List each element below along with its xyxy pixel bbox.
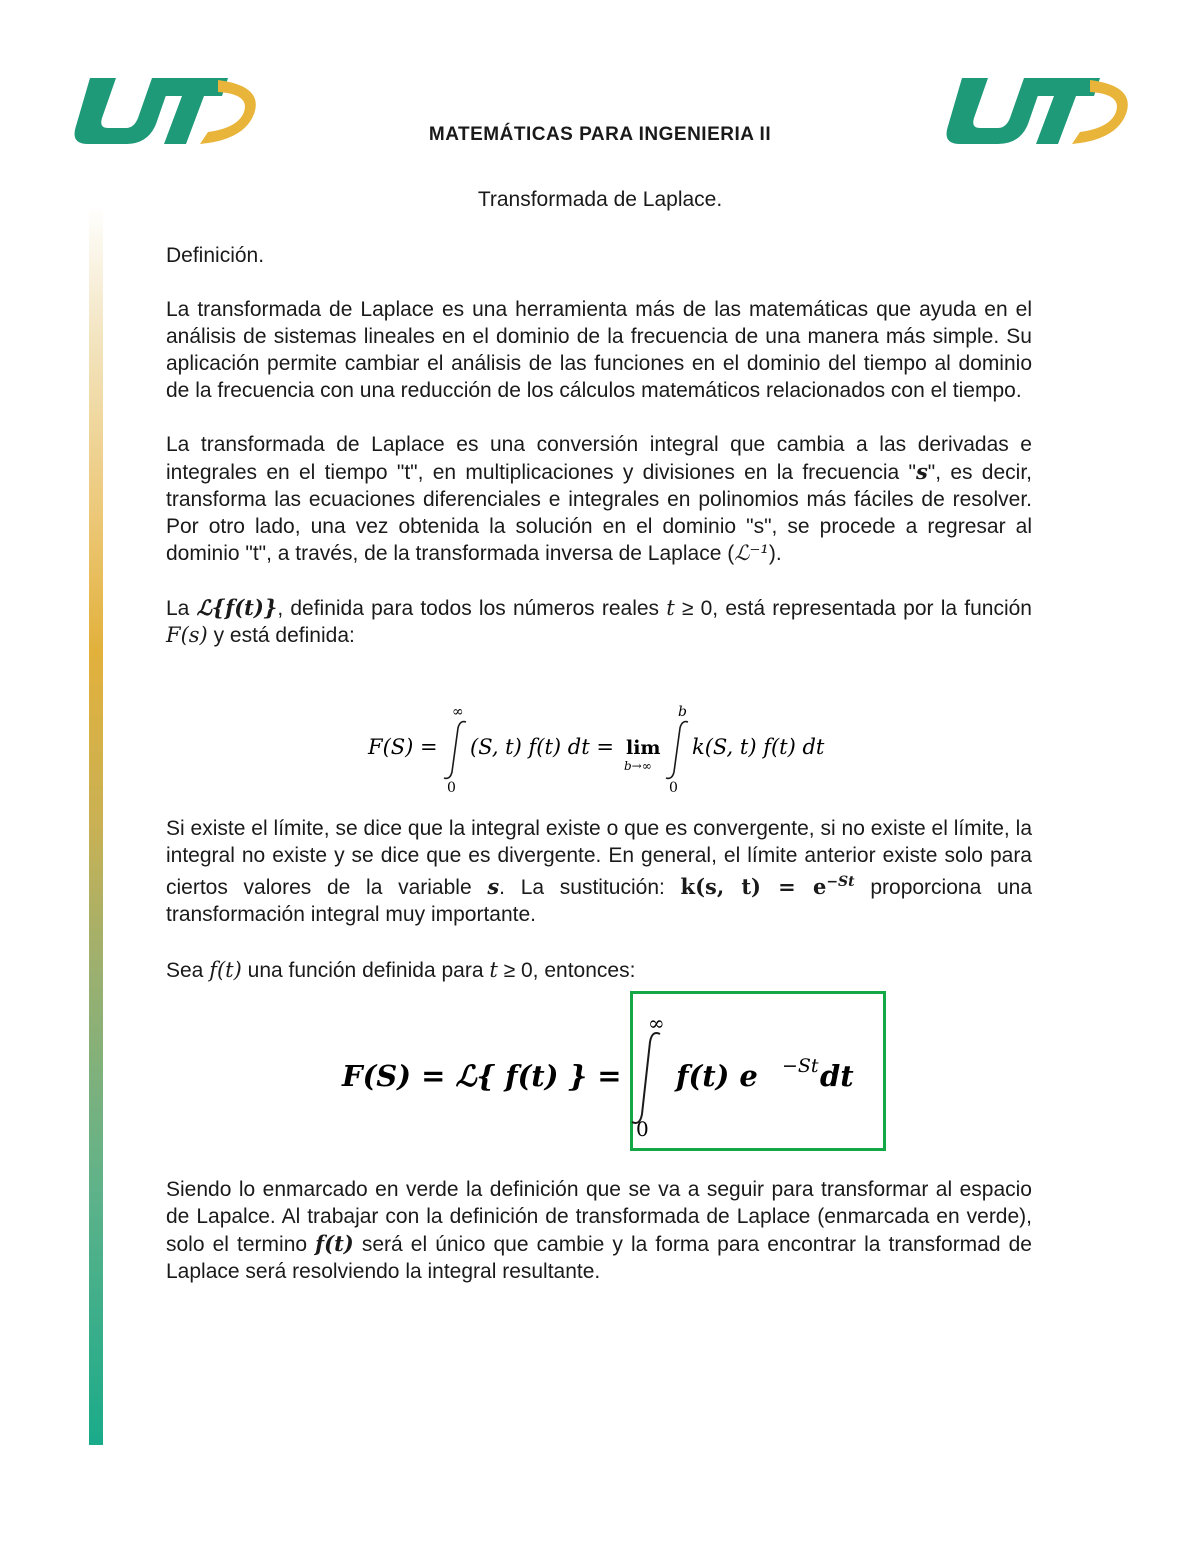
eq2-lower-limit: 0 [636, 1117, 649, 1141]
eq2-upper-limit: ∞ [648, 1011, 665, 1035]
eq1-lim-sub: b→∞ [624, 759, 652, 773]
paragraph-let-f: Sea f(t) una función definida para t ≥ 0, entonces: [166, 958, 636, 982]
course-title: MATEMÁTICAS PARA INGENIERIA II [428, 124, 772, 145]
math-f: f(t) [209, 958, 242, 982]
integral-sign-main [632, 1033, 660, 1123]
math-Fs: F(s) [166, 623, 208, 647]
equation-laplace-definition [0, 990, 1200, 1160]
math-t: t [666, 596, 675, 620]
math-s: s [487, 874, 500, 899]
paragraph-conversion: La transformada de Laplace es una conversión integral que cambia a las derivadas e integrales en el tiempo "t", en multiplicaciones y divisiones en la frecuencia "s", es decir, transforma las ecuaciones diferenciales e integrales en polinomios más fáciles de resolver. Por otro lado, una vez obtenida la solución en el dominio "s", se procede a regresar al dominio "t", a través, de la transformada inversa de Laplace (ℒ⁻¹). [166, 433, 1032, 565]
eq2-dt: dt [820, 1059, 854, 1093]
paragraph-intro: La transformada de Laplace es una herramienta más de las matemáticas que ayuda en el análisis de sistemas lineales en el dominio de la frecuencia de una manera más simple. Su aplicación permite cambiar el análisis de las funciones en el dominio del tiempo al dominio de la frecuencia con una reducción de los cálculos matemáticos relacionados con el tiempo. [166, 298, 1032, 402]
eq2-exponent: −St [782, 1055, 819, 1077]
integral-sign-2 [666, 722, 688, 779]
math-kernel-exp: −St [826, 874, 855, 890]
eq2-lhs: F(S) = ℒ{ f(t) } = [342, 1059, 622, 1093]
topic-title: Transformada de Laplace. [477, 188, 723, 211]
paragraph-definition: La ℒ{f(t)}, definida para todos los números reales t ≥ 0, está representada por la función F(s) y está definida: [166, 595, 1032, 647]
eq1-lim: lim [626, 737, 661, 759]
math-f: f(t) [315, 1231, 354, 1256]
eq2-integrand: f(t) e [676, 1059, 758, 1093]
math-laplace-f: ℒ{f(t)} [196, 595, 278, 620]
eq1-lower-limit-2: 0 [669, 780, 678, 796]
eq1-integrand-1: (S, t) f(t) dt = [470, 735, 614, 759]
section-heading: Definición. [166, 244, 265, 267]
eq1-lhs: F(S) = [368, 735, 438, 759]
eq1-integrand-2: k(S, t) f(t) dt [692, 735, 825, 759]
document-body [166, 242, 1032, 649]
math-t: t [489, 958, 498, 982]
integral-sign-1 [444, 722, 466, 779]
decorative-sidebar-bar [89, 205, 103, 1445]
equation-laplace-general [0, 700, 1200, 800]
eq1-upper-limit-1: ∞ [452, 704, 464, 720]
math-inverse-laplace: ℒ⁻¹ [734, 541, 769, 565]
math-s: s [915, 459, 928, 484]
paragraph-convergence: Si existe el límite, se dice que la integral existe o que es convergente, si no existe el límite, la integral no existe y se dice que es divergente. En general, el límite anterior existe solo para ciertos valores de la variable s. La sustitución: k(s, $t) = e^{-St}$ proporciona una transformación integral muy importante. [166, 817, 1033, 926]
math-kernel: k(s, t) = e [680, 874, 827, 899]
eq1-lower-limit-1: 0 [447, 780, 456, 796]
eq1-upper-limit-2: b [678, 704, 687, 720]
paragraph-conclusion: Siendo lo enmarcado en verde la definición que se va a seguir para transformar al espacio de Lapalce. Al trabajar con la definición de transformada de Laplace (enmarcada en verde), solo el termino f(t) será el único que cambie y la forma para encontrar la transformad de Laplace será resolviendo la integral resultante. [166, 1178, 1032, 1283]
